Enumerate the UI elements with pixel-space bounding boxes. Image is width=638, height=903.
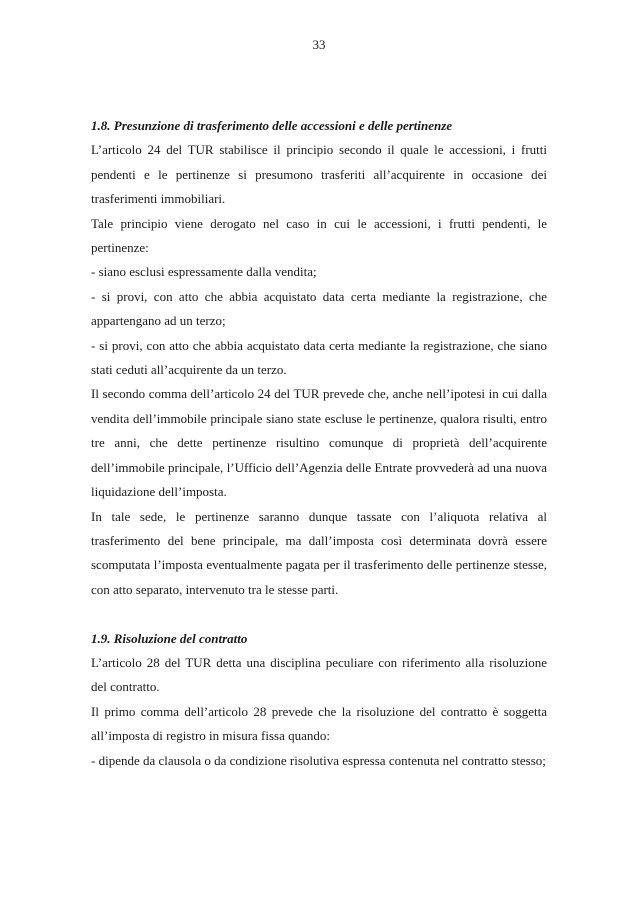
paragraph: L’articolo 28 del TUR detta una disciplina peculiare con riferimento alla risoluzione del contratto. [91,654,547,695]
page-number: 33 [312,37,326,52]
section-heading-1-8: 1.8. Presunzione di trasferimento delle accessioni e delle pertinenze [91,118,453,133]
paragraph: In tale sede, le pertinenze saranno dunque tassate con l’aliquota relativa al trasferimento del bene principale, ma dall’imposta così determinata dovrà essere scomputata l’imposta eventualmente pagata per il trasferimento delle pertinenze stesse, con atto separato, intervenuto tra le stesse parti. [91,508,547,597]
list-item: - dipende da clausola o da condizione risolutiva espressa contenuta nel contratto stesso; [91,752,546,768]
section-heading-1-9: 1.9. Risoluzione del contratto [91,630,248,646]
list-item: - si provi, con atto che abbia acquistato data certa mediante la registrazione, che siano stati ceduti all’acquirente da un terzo. [91,337,547,378]
section-spacer [91,602,547,626]
paragraph: Tale principio viene derogato nel caso in cui le accessioni, i frutti pendenti, le pertinenze: [91,215,547,256]
list-item: - siano esclusi espressamente dalla vendita; [91,264,317,280]
paragraph: L’articolo 24 del TUR stabilisce il principio secondo il quale le accessioni, i frutti pendenti e le pertinenze si presumono trasferiti all’acquirente in occasione dei trasferimenti immobiliari. [91,142,547,207]
page-body [91,114,547,773]
paragraph: Il secondo comma dell’articolo 24 del TUR prevede che, anche nell’ipotesi in cui dalla vendita dell’immobile principale siano state escluse le pertinenze, qualora risulti, entro tre anni, che dette pertinenze risultino comunque di proprietà dell’acquirente dell’immobile principale, l’Ufficio dell’Agenzia delle Entrate provvederà ad una nuova liquidazione dell’imposta. [91,386,547,500]
paragraph: Il primo comma dell’articolo 28 prevede che la risoluzione del contratto è soggetta all’imposta di registro in misura fissa quando: [91,703,547,744]
list-item: - si provi, con atto che abbia acquistato data certa mediante la registrazione, che appartengano ad un terzo; [91,288,547,329]
